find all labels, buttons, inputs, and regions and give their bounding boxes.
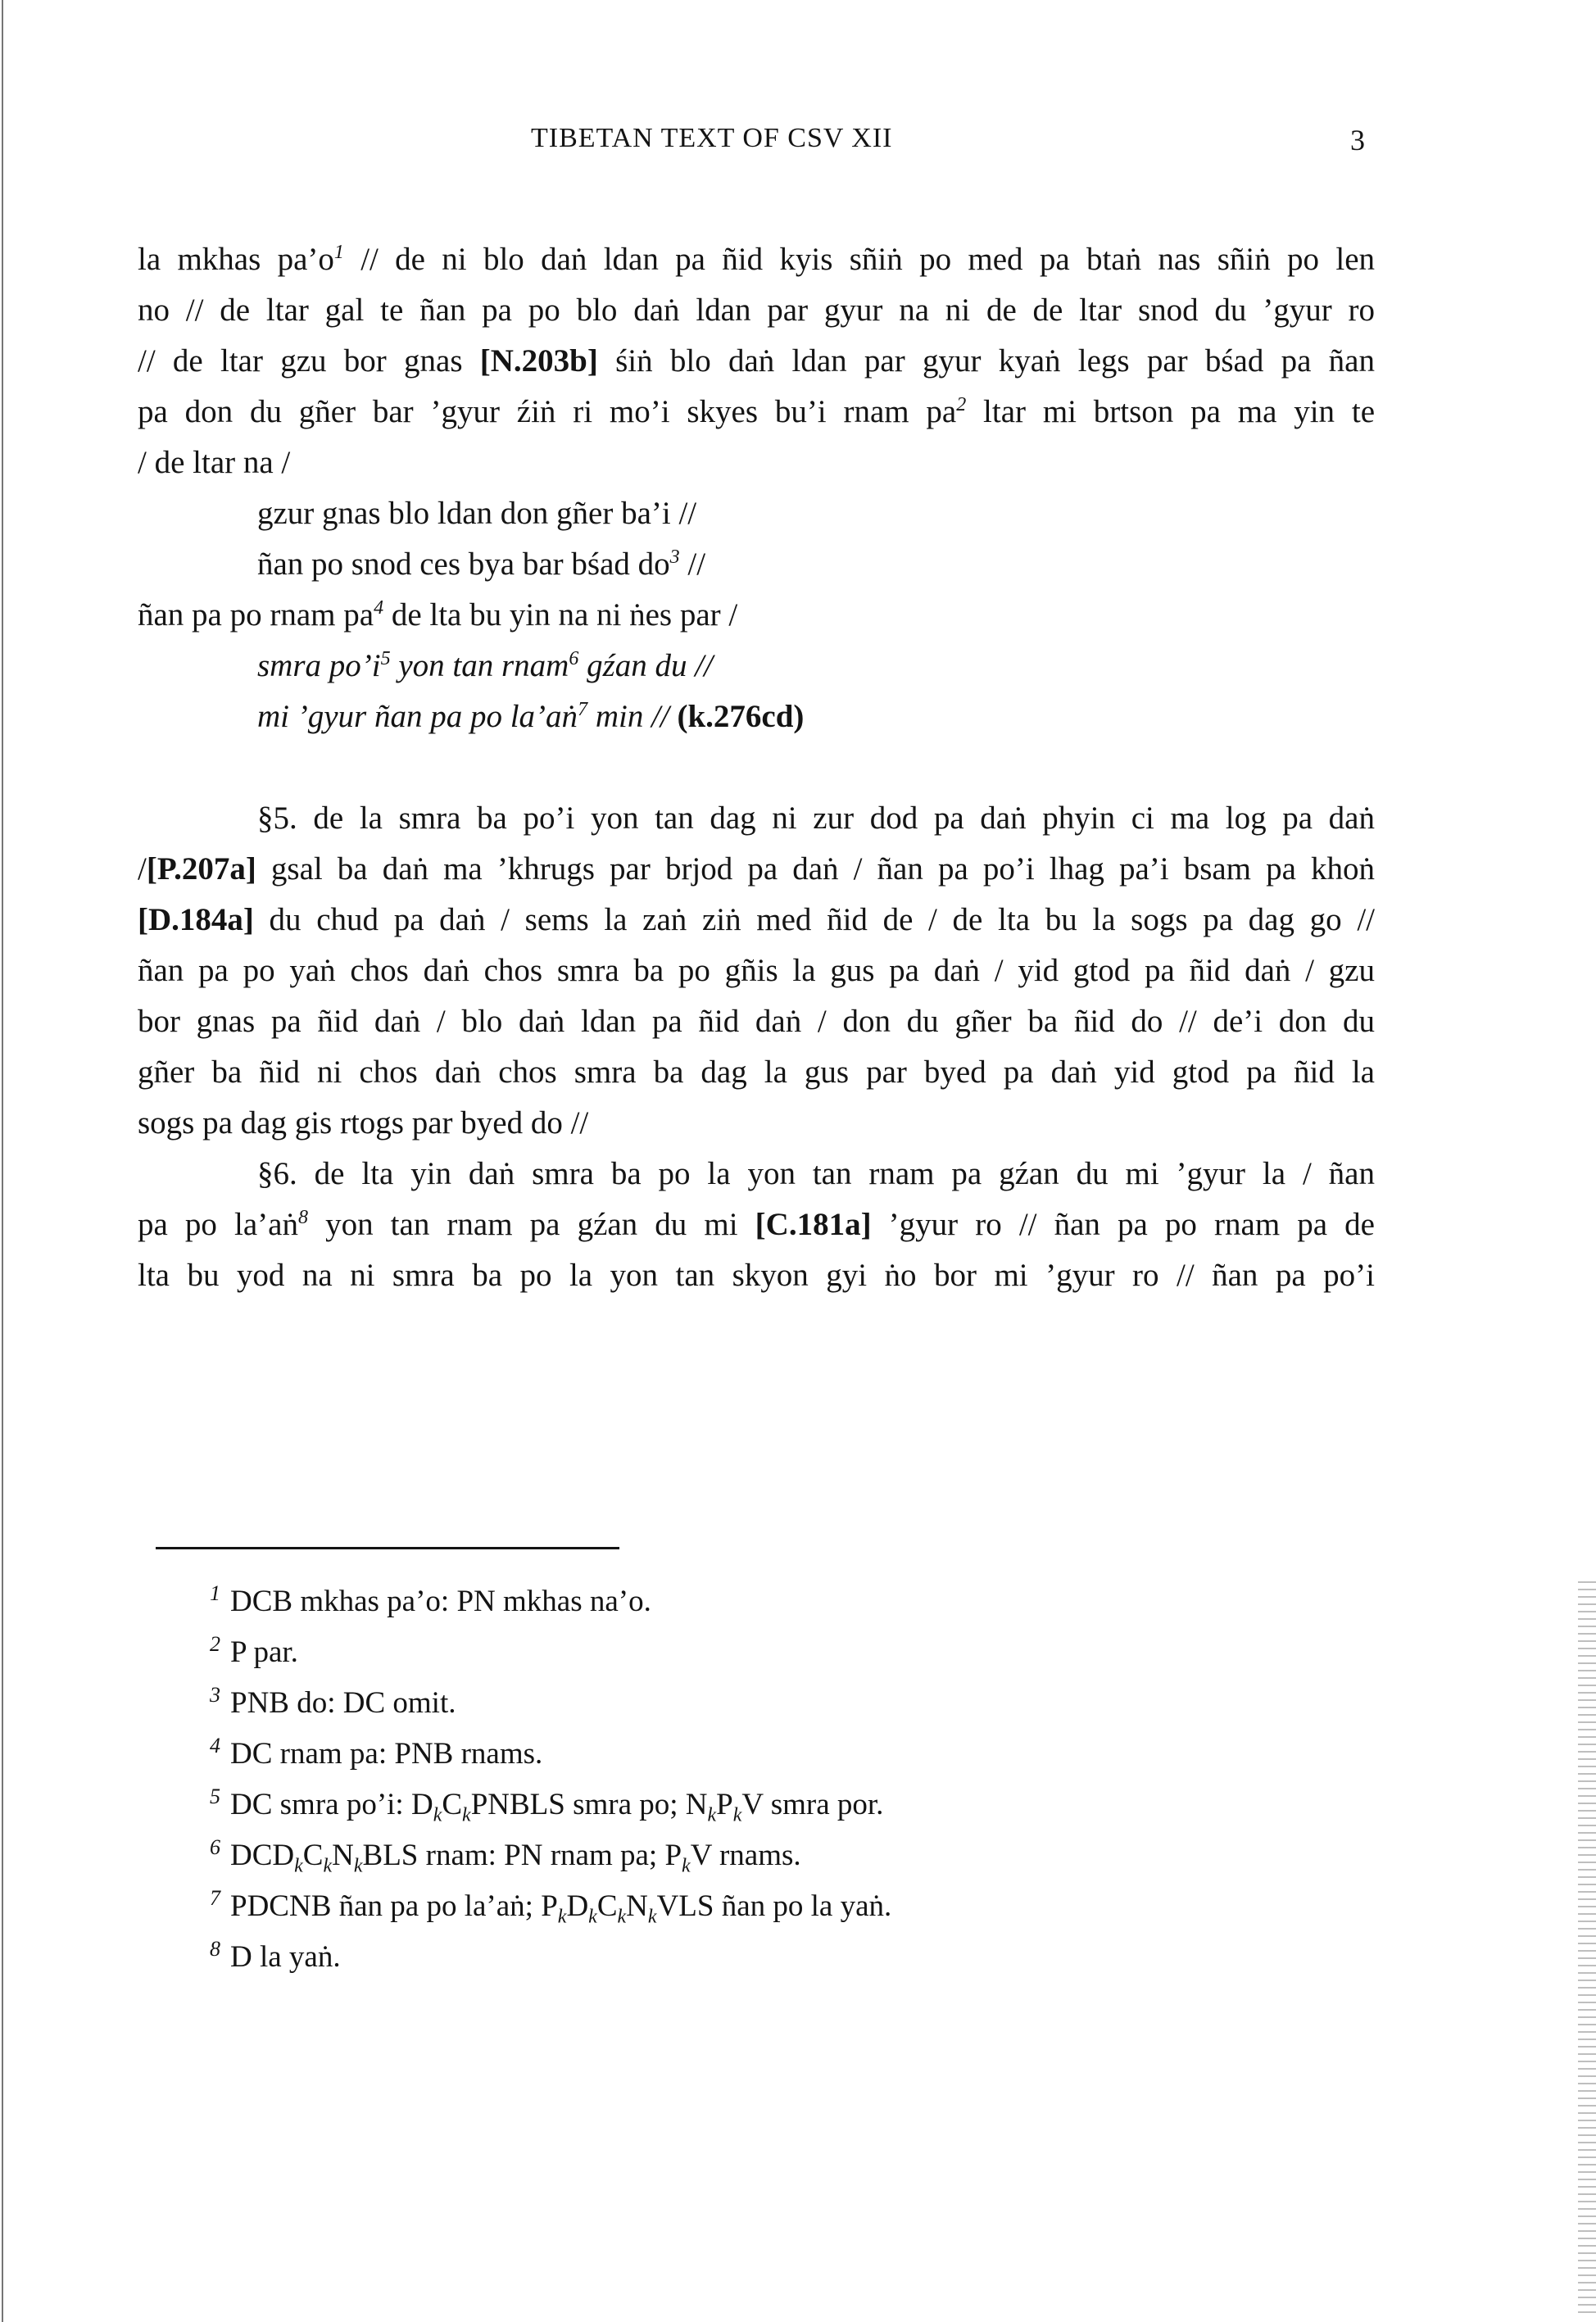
verse-line: mi ’gyur ñan pa po la’aṅ$^7$ min // (k.276cd) [257, 699, 805, 734]
karika-reference: (k.276cd) [677, 699, 805, 734]
footnote-7: $^7$ PDCNB ñan pa po la’aṅ; $P_kD_kC_kN_kVLS$ ñan po la yaṅ. [210, 1885, 892, 1928]
footnote-marker[interactable]: 5 [380, 648, 391, 669]
footnote-divider [156, 1547, 619, 1549]
text-line: pa po la’aṅ$^8$ yon tan rnam pa gźan du mi [C.181a] ’gyur ro // ñan pa po rnam pa de [138, 1207, 1375, 1242]
footnote-6: $^6$ $DCD_kC_kN_kBLS$ rnam: PN rnam pa; $P_kV$ rnams. [210, 1834, 801, 1877]
paragraph-5-line: §5. de la smra ba po’i yon tan dag ni zur dod pa daṅ phyin ci ma log pa daṅ [257, 800, 1375, 836]
footnote-marker[interactable]: 1 [333, 242, 344, 263]
footnote-2: $^2$ P par. [210, 1631, 298, 1669]
footnote-marker[interactable]: 4 [374, 597, 384, 619]
footnote-4: $^4$ DC rnam pa: PNB rnams. [210, 1733, 543, 1771]
text-line: no // de ltar gal te ñan pa po blo daṅ ldan par gyur na ni de de ltar snod du ’gyur ro [138, 293, 1375, 328]
folio-reference: [C.181a] [755, 1207, 872, 1242]
folio-reference: [P.207a] [146, 851, 256, 887]
text-line: lta bu yod na ni smra ba po la yon tan skyon gyi ṅo bor mi ’gyur ro // ñan pa po’i [138, 1258, 1375, 1293]
footnote-marker[interactable]: 3 [669, 546, 680, 568]
text-line: // de ltar gzu bor gnas [N.203b] śiṅ blo daṅ ldan par gyur kyaṅ legs par bśad pa ñan [138, 343, 1375, 379]
page-header [0, 123, 1596, 164]
footnotes [210, 1576, 1275, 1983]
text-line: pa don du gñer bar ’gyur źiṅ ri mo’i skyes bu’i rnam $pa^2$ ltar mi brtson pa ma yin te [138, 394, 1375, 429]
footnote-1: $^1$ DCB mkhas pa’o: PN mkhas na’o. [210, 1581, 651, 1618]
text-line: ñan pa po yaṅ chos daṅ chos smra ba po gñis la gus pa daṅ / yid gtod pa ñid daṅ / gzu [138, 953, 1375, 988]
verse-line: smra $po’i^5$ yon tan rnam$^6$ gźan du // [257, 648, 713, 683]
page-number: 3 [1350, 124, 1365, 156]
section-number: §6. [257, 1156, 297, 1191]
section-number: §5. [257, 800, 297, 836]
running-title: TIBETAN TEXT OF CSV XII [531, 123, 893, 153]
footnote-marker[interactable]: 8 [297, 1207, 308, 1228]
footnote-marker[interactable]: 7 [578, 699, 588, 720]
verse-line: ñan po snod ces bya bar bśad $do^3$ // [257, 546, 706, 582]
text-line: gñer ba ñid ni chos daṅ chos smra ba dag la gus par byed pa daṅ yid gtod pa ñid la [138, 1054, 1375, 1090]
footnote-marker[interactable]: 6 [569, 648, 579, 669]
paragraph-6-line: §6. de lta yin daṅ smra ba po la yon tan rnam pa gźan du mi ’gyur la / ñan [257, 1156, 1375, 1191]
scan-noise [1578, 1581, 1596, 2319]
folio-reference: [N.203b] [479, 343, 598, 379]
footnote-5: $^5$ DC smra po’i: $D_kC_kPNBLS$ smra po; $N_kP_kV$ smra por. [210, 1784, 884, 1826]
text-line: [D.184a] du chud pa daṅ / sems la zaṅ ziṅ med ñid de / de lta bu la sogs pa dag go // [138, 902, 1375, 937]
folio-reference: [D.184a] [138, 902, 254, 937]
text-line: la mkhas $pa’o^1$ // de ni blo daṅ ldan pa ñid kyis sñiṅ po med pa btaṅ nas sñiṅ po len [138, 242, 1375, 277]
footnote-8: $^8$ D la yaṅ. [210, 1936, 341, 1974]
main-text [138, 234, 1375, 1301]
verse-line: gzur gnas blo ldan don gñer ba’i // [257, 496, 697, 531]
text-line: / de ltar na / [138, 445, 291, 480]
footnote-3: $^3$ PNB do: DC omit. [210, 1682, 456, 1720]
text-line: ñan pa po rnam $pa^4$ de lta bu yin na ni ṅes par / [138, 597, 738, 633]
footnote-marker[interactable]: 2 [956, 394, 967, 415]
binding-edge [2, 0, 3, 2322]
text-line: sogs pa dag gis rtogs par byed do // [138, 1105, 589, 1141]
text-line: bor gnas pa ñid daṅ / blo daṅ ldan pa ñid daṅ / don du gñer ba ñid do // de’i don du [138, 1004, 1375, 1039]
text-line: /[P.207a] gsal ba daṅ ma ’khrugs par brjod pa daṅ / ñan pa po’i lhag pa’i bsam pa khoṅ [138, 851, 1375, 887]
